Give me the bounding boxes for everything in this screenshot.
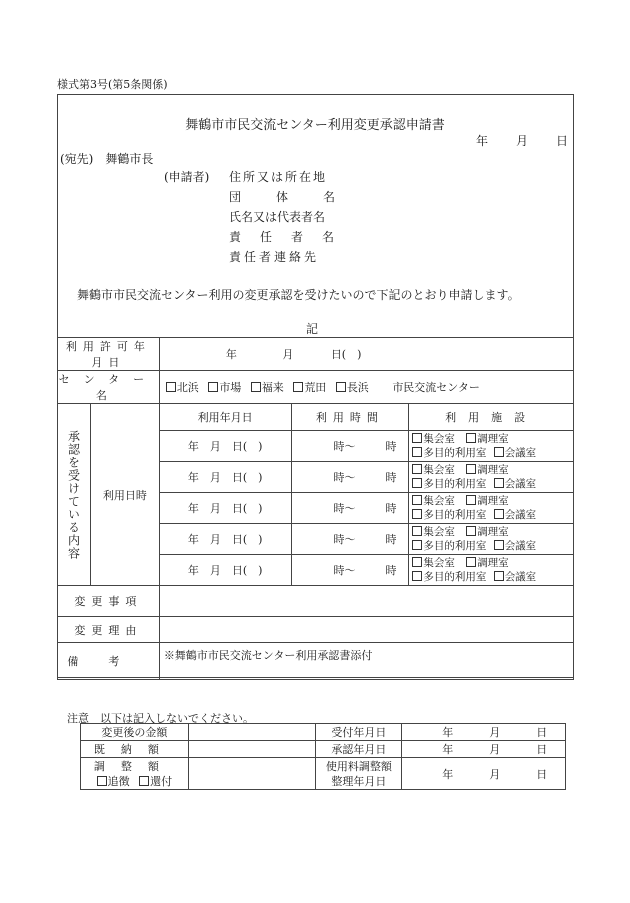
facility-option-multipurpose[interactable]: 多目的利用室	[412, 571, 486, 583]
usage-datetime-label: 利用日時	[90, 404, 159, 586]
center-option-kitahama[interactable]: 北浜	[166, 381, 199, 394]
header-usage-time: 利用時間	[291, 404, 409, 431]
header-usage-date: 利用年月日	[159, 404, 291, 431]
adjust-amount-label: 調整額	[93, 759, 175, 773]
facility-options	[409, 462, 574, 493]
facility-option-multipurpose[interactable]: 多目的利用室	[412, 509, 486, 521]
permit-year: 年	[225, 348, 237, 361]
date-year-label: 年	[476, 134, 489, 148]
checkbox-icon	[412, 433, 422, 443]
checkbox-icon	[97, 776, 107, 786]
facility-option-kitchen[interactable]: 調理室	[466, 557, 509, 569]
usage-time-cell[interactable]: 時～ 時	[291, 524, 409, 555]
facility-option-kitchen[interactable]: 調理室	[466, 495, 509, 507]
request-statement: 舞鶴市市民交流センター利用の変更承認を受けたいので下記のとおり申請します。	[77, 288, 520, 302]
facility-option-conference[interactable]: 会議室	[494, 447, 537, 459]
facility-options	[409, 431, 574, 462]
applicant-manager-field: 責任者名	[229, 230, 354, 244]
checkbox-icon	[139, 776, 149, 786]
office-use-table	[80, 723, 566, 790]
checkbox-icon	[412, 447, 422, 457]
center-option-fukuki[interactable]: 福来	[251, 381, 284, 394]
paid-amount-field[interactable]	[188, 741, 316, 758]
checkbox-icon	[412, 557, 422, 567]
checkbox-icon	[412, 571, 422, 581]
checkbox-icon	[412, 526, 422, 536]
fee-adjust-date-field[interactable]: 年 月 日	[402, 758, 566, 790]
facility-option-meeting-hall[interactable]: 集会室	[412, 526, 455, 538]
change-items-field[interactable]	[159, 586, 573, 617]
applicant-name-field: 氏名又は代表者名	[229, 210, 326, 224]
center-suffix: 市民交流センター	[392, 381, 480, 394]
change-reason-field[interactable]	[159, 617, 573, 643]
facility-option-conference[interactable]: 会議室	[494, 571, 537, 583]
checkbox-icon	[466, 495, 476, 505]
adjust-option-collect[interactable]: 追徴	[97, 775, 130, 788]
fee-adjust-date-label: 使用料調整額 整理年月日	[316, 758, 402, 790]
checkbox-icon	[251, 382, 261, 392]
paid-amount-label: 既納額	[81, 741, 189, 758]
changed-amount-field[interactable]	[188, 724, 316, 741]
adjust-amount-field[interactable]	[188, 758, 316, 790]
facility-option-multipurpose[interactable]: 多目的利用室	[412, 447, 486, 459]
checkbox-icon	[208, 382, 218, 392]
usage-date-cell[interactable]: 年 月 日( )	[159, 462, 291, 493]
ki-label: 記	[306, 322, 319, 336]
change-items-label: 変更事項	[58, 586, 160, 617]
addressee: (宛先) 舞鶴市長	[60, 152, 154, 166]
facility-option-conference[interactable]: 会議室	[494, 509, 537, 521]
approved-content-label: 承認を受けている内容	[58, 404, 91, 586]
facility-option-kitchen[interactable]: 調理室	[466, 464, 509, 476]
permit-day: 日( )	[330, 348, 362, 361]
facility-option-conference[interactable]: 会議室	[494, 540, 537, 552]
facility-option-meeting-hall[interactable]: 集会室	[412, 557, 455, 569]
checkbox-icon	[412, 464, 422, 474]
change-reason-label: 変更理由	[58, 617, 160, 643]
adjust-option-refund[interactable]: 還付	[139, 775, 172, 788]
date-day-label: 日	[556, 134, 569, 148]
checkbox-icon	[466, 526, 476, 536]
checkbox-icon	[494, 447, 504, 457]
checkbox-icon	[412, 540, 422, 550]
form-title: 舞鶴市市民交流センター利用変更承認申請書	[185, 118, 445, 133]
applicant-contact-field: 責任者連絡先	[229, 250, 320, 264]
facility-options	[409, 555, 574, 586]
applicant-group-field: 団体名	[229, 190, 371, 204]
form-number-label: 様式第3号(第5条関係)	[57, 78, 168, 91]
checkbox-icon	[293, 382, 303, 392]
remarks-label: 備考	[58, 643, 160, 680]
changed-amount-label: 変更後の金額	[81, 724, 189, 741]
approved-date-label: 承認年月日	[316, 741, 402, 758]
checkbox-icon	[466, 433, 476, 443]
permit-date-value[interactable]	[159, 338, 573, 371]
usage-date-cell[interactable]: 年 月 日( )	[159, 524, 291, 555]
center-option-arata[interactable]: 荒田	[293, 381, 326, 394]
checkbox-icon	[466, 557, 476, 567]
facility-option-meeting-hall[interactable]: 集会室	[412, 495, 455, 507]
usage-time-cell[interactable]: 時～ 時	[291, 462, 409, 493]
adjust-amount-cell	[81, 758, 189, 790]
checkbox-icon	[336, 382, 346, 392]
usage-date-cell[interactable]: 年 月 日( )	[159, 431, 291, 462]
usage-date-cell[interactable]: 年 月 日( )	[159, 493, 291, 524]
facility-options	[409, 524, 574, 555]
facility-option-kitchen[interactable]: 調理室	[466, 433, 509, 445]
checkbox-icon	[412, 509, 422, 519]
facility-option-conference[interactable]: 会議室	[494, 478, 537, 490]
remarks-text: ※舞鶴市市民交流センター利用承認書添付	[159, 643, 573, 680]
checkbox-icon	[412, 495, 422, 505]
date-month-label: 月	[516, 134, 529, 148]
facility-options	[409, 493, 574, 524]
usage-time-cell[interactable]: 時～ 時	[291, 555, 409, 586]
applicant-address-field: 住所又は所在地	[229, 170, 328, 184]
application-table	[57, 337, 574, 680]
facility-option-kitchen[interactable]: 調理室	[466, 526, 509, 538]
applicant-label: (申請者)	[164, 170, 210, 184]
facility-option-multipurpose[interactable]: 多目的利用室	[412, 540, 486, 552]
checkbox-icon	[166, 382, 176, 392]
checkbox-icon	[466, 464, 476, 474]
permit-month: 月	[282, 348, 294, 361]
facility-option-meeting-hall[interactable]: 集会室	[412, 433, 455, 445]
center-option-nagahama[interactable]: 長浜	[336, 381, 369, 394]
usage-time-cell[interactable]: 時～ 時	[291, 493, 409, 524]
usage-time-cell[interactable]: 時～ 時	[291, 431, 409, 462]
center-options	[159, 371, 573, 404]
checkbox-icon	[494, 571, 504, 581]
checkbox-icon	[412, 478, 422, 488]
facility-option-meeting-hall[interactable]: 集会室	[412, 464, 455, 476]
center-option-ichiba[interactable]: 市場	[208, 381, 241, 394]
approved-date-field[interactable]: 年 月 日	[402, 741, 566, 758]
checkbox-icon	[494, 478, 504, 488]
checkbox-icon	[494, 540, 504, 550]
facility-option-multipurpose[interactable]: 多目的利用室	[412, 478, 486, 490]
center-name-label: センター名	[58, 371, 160, 404]
permit-date-label: 利用許可年月日	[58, 338, 160, 371]
header-facility: 利用施設	[409, 404, 574, 431]
usage-date-cell[interactable]: 年 月 日( )	[159, 555, 291, 586]
office-use-note: 注意 以下は記入しないでください。	[67, 712, 254, 725]
received-date-field[interactable]: 年 月 日	[402, 724, 566, 741]
checkbox-icon	[494, 509, 504, 519]
received-date-label: 受付年月日	[316, 724, 402, 741]
